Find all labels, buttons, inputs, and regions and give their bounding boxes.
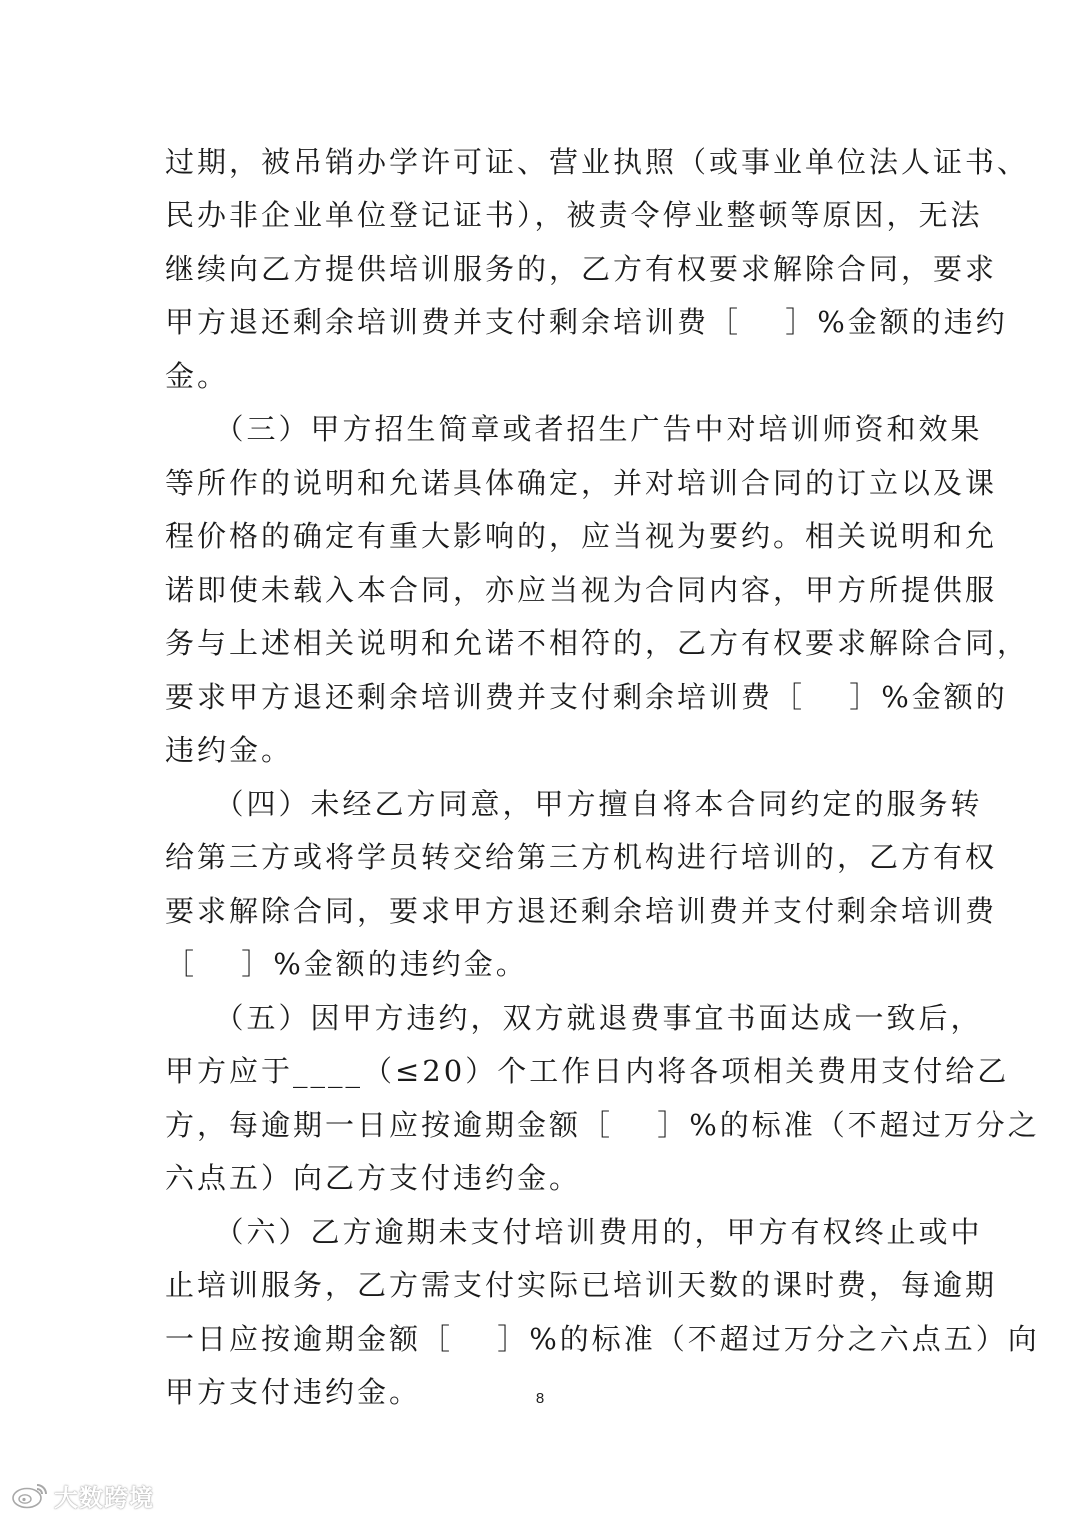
page-number: 8	[535, 1390, 545, 1407]
text-line: 继续向乙方提供培训服务的，乙方有权要求解除合同，要求	[165, 252, 998, 286]
text-line: 甲方应于____（≤20）个工作日内将各项相关费用支付给乙	[165, 1054, 1010, 1088]
text-line: 甲方支付违约金。	[165, 1375, 422, 1409]
text-line: 要求甲方退还剩余培训费并支付剩余培训费［ ］%金额的	[165, 680, 1008, 714]
clause-3-heading-line: （三）甲方招生简章或者招生广告中对培训师资和效果	[165, 412, 983, 446]
watermark	[10, 1478, 154, 1512]
text-line: 甲方退还剩余培训费并支付剩余培训费［ ］%金额的违约	[165, 305, 1008, 339]
text-line: 违约金。	[165, 733, 294, 767]
text-line: ［ ］%金额的违约金。	[165, 947, 528, 981]
clause-4-heading-line: （四）未经乙方同意，甲方擅自将本合同约定的服务转	[165, 787, 983, 821]
text-line: 诺即使未载入本合同，亦应当视为合同内容，甲方所提供服	[165, 573, 998, 607]
text-line: 过期，被吊销办学许可证、营业执照（或事业单位法人证书、	[165, 145, 1030, 179]
text-line: 一日应按逾期金额［ ］%的标准（不超过万分之六点五）向	[165, 1322, 1040, 1356]
weibo-logo-icon	[10, 1480, 50, 1510]
text-line: 要求解除合同，要求甲方退还剩余培训费并支付剩余培训费	[165, 894, 998, 928]
text-line: 程价格的确定有重大影响的，应当视为要约。相关说明和允	[165, 519, 998, 553]
text-line: 给第三方或将学员转交给第三方机构进行培训的，乙方有权	[165, 840, 998, 874]
clause-6-heading-line: （六）乙方逾期未支付培训费用的，甲方有权终止或中	[165, 1215, 983, 1249]
text-line: 止培训服务，乙方需支付实际已培训天数的课时费，每逾期	[165, 1268, 998, 1302]
clause-5-heading-line: （五）因甲方违约，双方就退费事宜书面达成一致后，	[165, 1001, 983, 1035]
text-line: 等所作的说明和允诺具体确定，并对培训合同的订立以及课	[165, 466, 998, 500]
watermark-text: 大数跨境	[54, 1483, 154, 1512]
text-line: 民办非企业单位登记证书），被责令停业整顿等原因，无法	[165, 198, 983, 232]
text-line: 务与上述相关说明和允诺不相符的，乙方有权要求解除合同，	[165, 626, 1030, 660]
text-line: 金。	[165, 359, 230, 393]
text-line: 六点五）向乙方支付违约金。	[165, 1161, 582, 1195]
text-line: 方，每逾期一日应按逾期金额［ ］%的标准（不超过万分之	[165, 1108, 1040, 1142]
